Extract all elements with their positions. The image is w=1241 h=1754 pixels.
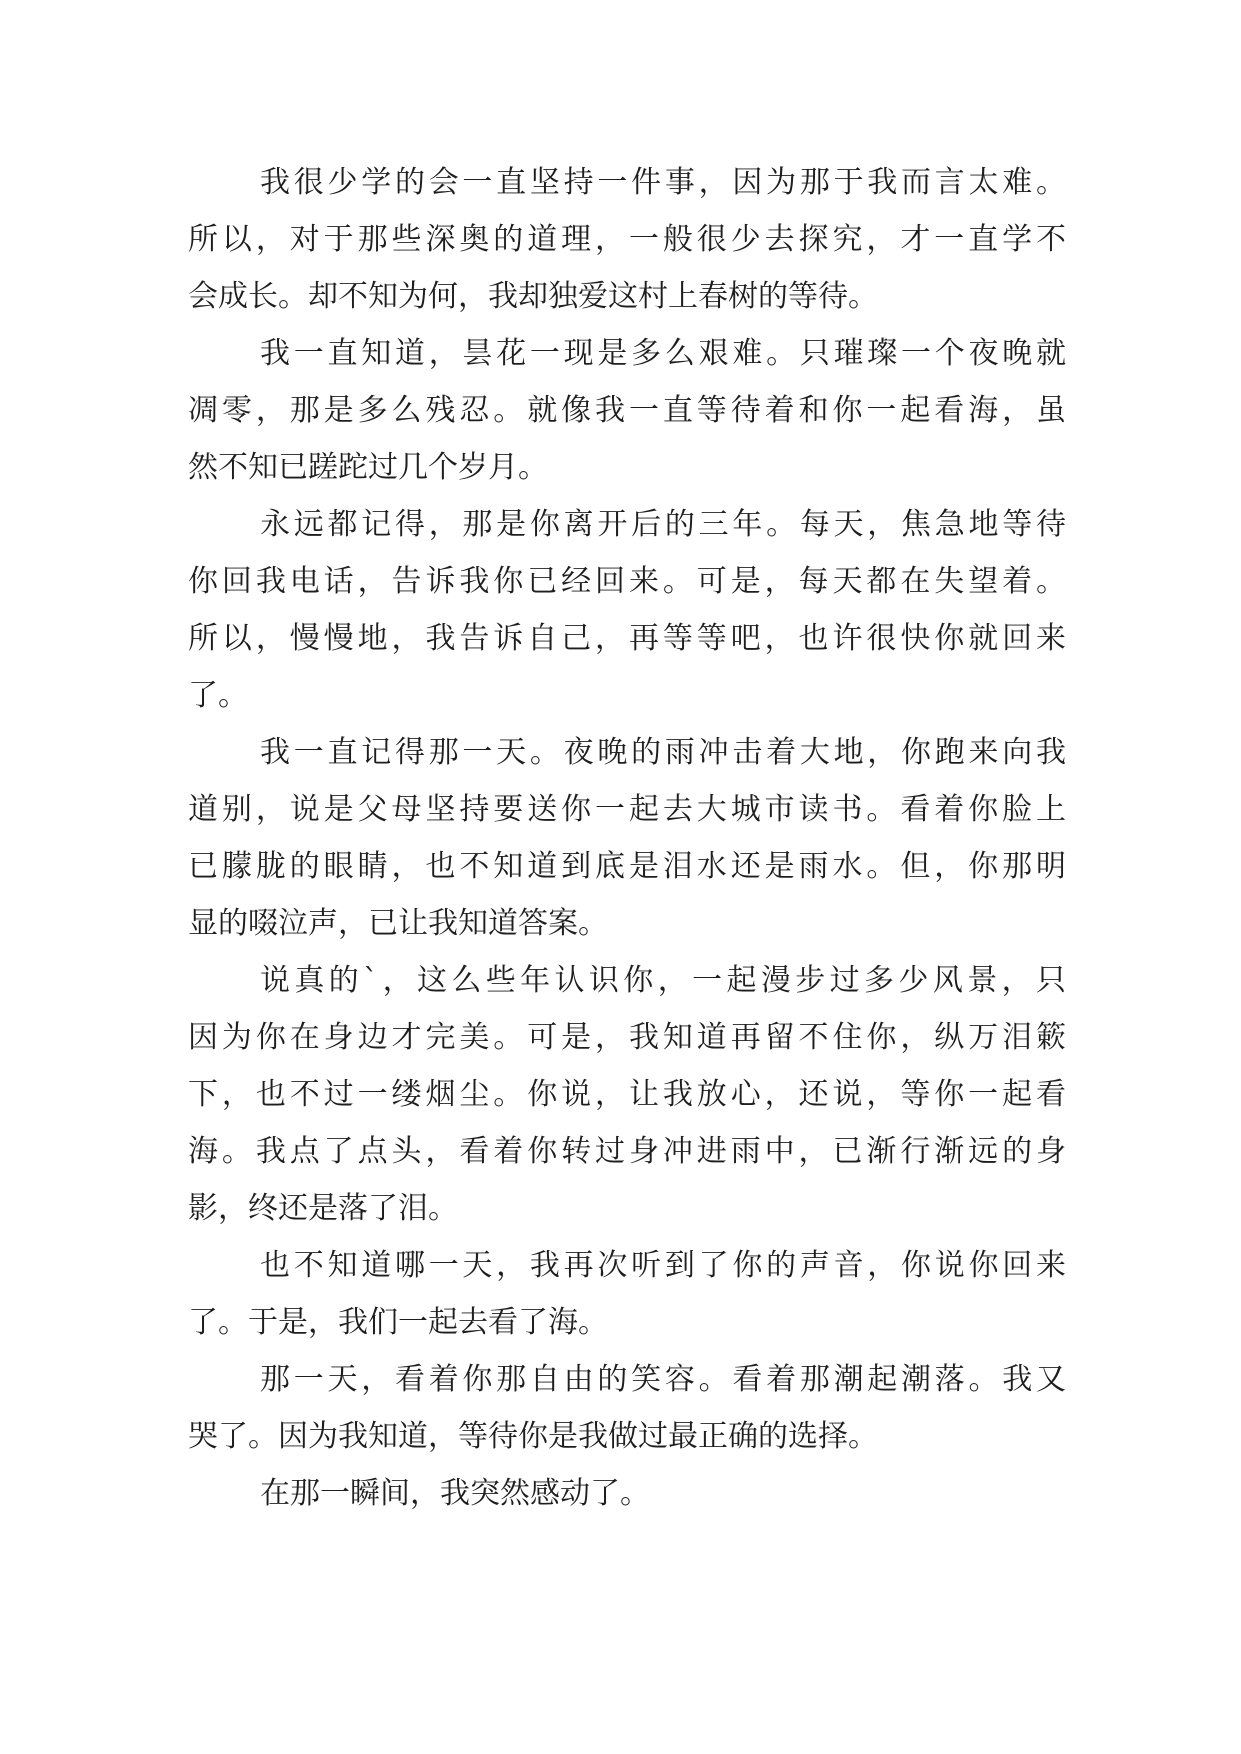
- text-line: 因为你在身边才完美。可是，我知道再留不住你，纵万泪簌: [188, 1020, 1066, 1055]
- text-line: 在那一瞬间，我突然感动了。: [260, 1476, 650, 1511]
- text-line: 哭了。因为我知道，等待你是我做过最正确的选择。: [188, 1419, 878, 1454]
- text-line: 海。我点了点头，看着你转过身冲进雨中，已渐行渐远的身: [188, 1134, 1066, 1169]
- text-line: 那一天，看着你那自由的笑容。看着那潮起潮落。我又: [260, 1362, 1066, 1397]
- text-line: 你回我电话，告诉我你已经回来。可是，每天都在失望着。: [188, 564, 1066, 599]
- text-line: 已朦胧的眼睛，也不知道到底是泪水还是雨水。但，你那明: [188, 849, 1066, 884]
- text-line: 我很少学的会一直坚持一件事，因为那于我而言太难。: [260, 165, 1066, 200]
- text-line: 也不知道哪一天，我再次听到了你的声音，你说你回来: [260, 1248, 1066, 1283]
- text-line: 然不知已蹉跎过几个岁月。: [188, 450, 548, 485]
- text-line: 我一直记得那一天。夜晚的雨冲击着大地，你跑来向我: [260, 735, 1066, 770]
- text-line: 道别，说是父母坚持要送你一起去大城市读书。看着你脸上: [188, 792, 1066, 827]
- text-line: 我一直知道，昙花一现是多么艰难。只璀璨一个夜晚就: [260, 336, 1066, 371]
- text-line: 永远都记得，那是你离开后的三年。每天，焦急地等待: [260, 507, 1066, 542]
- text-line: 影，终还是落了泪。: [188, 1191, 458, 1226]
- text-line: 会成长。却不知为何，我却独爱这村上春树的等待。: [188, 279, 878, 314]
- text-line: 了。: [188, 678, 248, 713]
- text-line: 下，也不过一缕烟尘。你说，让我放心，还说，等你一起看: [188, 1077, 1066, 1112]
- text-line: 所以，对于那些深奥的道理，一般很少去探究，才一直学不: [188, 222, 1066, 257]
- text-line: 所以，慢慢地，我告诉自己，再等等吧，也许很快你就回来: [188, 621, 1066, 656]
- text-line: 凋零，那是多么残忍。就像我一直等待着和你一起看海，虽: [188, 393, 1066, 428]
- document-body: [188, 154, 1066, 1522]
- text-line: 了。于是，我们一起去看了海。: [188, 1305, 608, 1340]
- text-line: 说真的`，这么些年认识你，一起漫步过多少风景，只: [260, 963, 1066, 998]
- text-line: 显的啜泣声，已让我知道答案。: [188, 906, 608, 941]
